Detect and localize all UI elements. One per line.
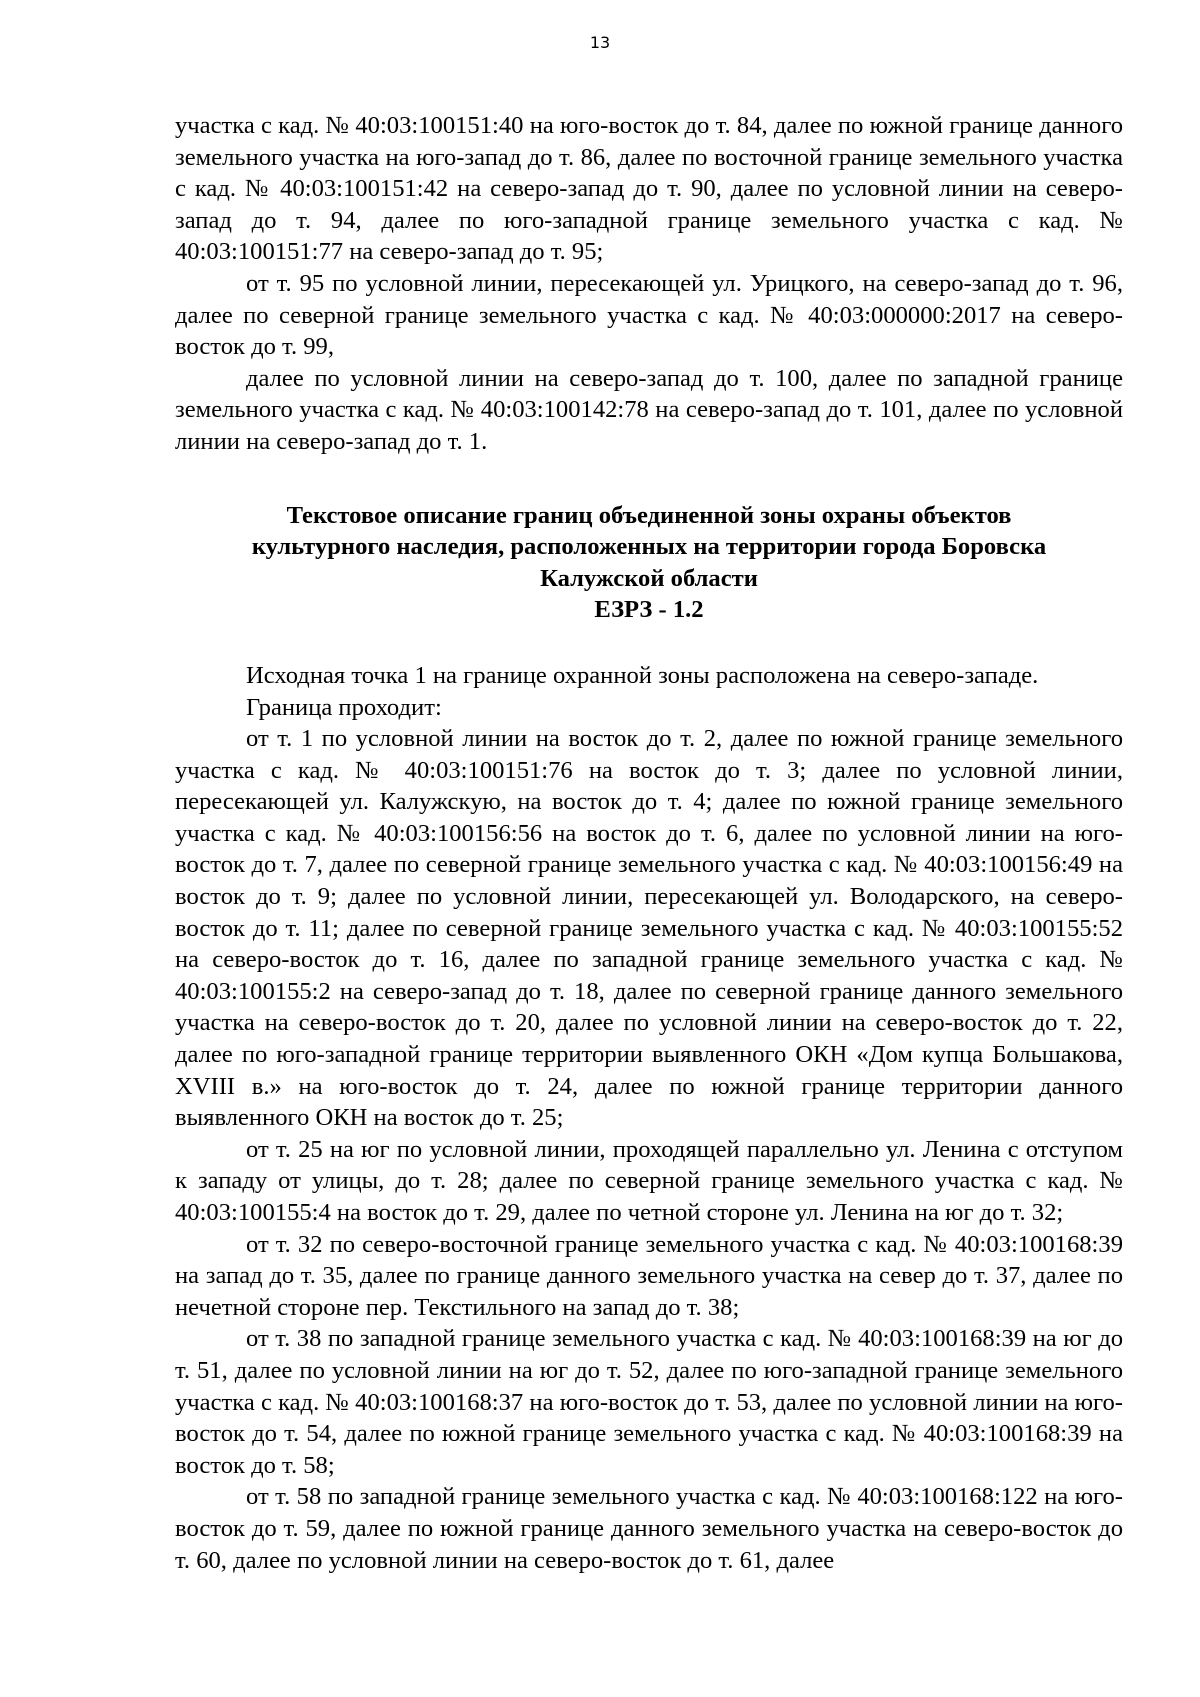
paragraph: от т. 58 по западной границе земельного участка с кад. № 40:03:100168:122 на юго-восток до т. 59, далее по южной границе данного земельного участка на северо-восток до т. 60, далее по условной линии на северо-восток до т. 61, далее [175, 1483, 1123, 1574]
paragraph: от т. 95 по условной линии, пересекающей ул. Урицкого, на северо-запад до т. 96, далее по северной границе земельного участка с кад. № 40:03:000000:2017 на северо-восток до т. 99, [175, 269, 1123, 361]
document-body [175, 110, 1123, 1576]
paragraph: от т. 25 на юг по условной линии, проходящей параллельно ул. Ленина с отступом к западу от улицы, до т. 28; далее по северной границе земельного участка с кад. № 40:03:100155:4 на восток до т. 29, далее по четной стороне ул. Ленина на юг до т. 32; [175, 1135, 1123, 1226]
zone-code: ЕЗРЗ - 1.2 [594, 596, 704, 624]
paragraph: от т. 32 по северо-восточной границе земельного участка с кад. № 40:03:100168:39 на запад до т. 35, далее по границе данного земельного участка на север до т. 37, далее по нечетной стороне пер. Текстильного на запад до т. 38; [175, 1230, 1123, 1321]
page-number: 13 [589, 33, 611, 52]
heading-line: культурного наследия, расположенных на территории города Боровска [251, 533, 1047, 561]
section-heading [175, 500, 1123, 626]
heading-line: Текстовое описание границ объединенной зоны охраны объектов [286, 501, 1012, 529]
paragraph: далее по условной линии на северо-запад до т. 100, далее по западной границе земельного участка с кад. № 40:03:100142:78 на северо-запад до т. 101, далее по условной линии на северо-запад до т. 1. [175, 364, 1123, 455]
paragraph: от т. 38 по западной границе земельного участка с кад. № 40:03:100168:39 на юг до т. 51, далее по условной линии на юг до т. 52, далее по юго-западной границе земельного участка с кад. № 40:03:100168:37 на юго-восток до т. 53, далее по условной линии на юго-восток до т. 54, далее по южной границе земельного участка с кад. № 40:03:100168:39 на восток до т. 58; [175, 1325, 1123, 1479]
paragraph: от т. 1 по условной линии на восток до т. 2, далее по южной границе земельного участка с кад. № 40:03:100151:76 на восток до т. 3; далее по условной линии, пересекающей ул. Калужскую, на восток до т. 4; далее по южной границе земельного участка с кад. № 40:03:100156:56 на восток до т. 6, далее по условной линии на юго-восток до т. 7, далее по северной границе земельного участка с кад. № 40:03:100156:49 на восток до т. 9; далее по условной линии, пересекающей ул. Володарского, на северо-восток до т. 11; далее по северной границе земельного участка с кад. № 40:03:100155:52 на северо-восток до т. 16, далее по западной границе земельного участка с кад. № 40:03:100155:2 на северо-запад до т. 18, далее по северной границе данного земельного участка на северо-восток до т. 20, далее по условной линии на северо-восток до т. 22, далее по юго-западной границе территории выявленного ОКН «Дом купца Большакова, XVIII в.» на юго-восток до т. 24, далее по южной границе территории данного выявленного ОКН на восток до т. 25; [175, 725, 1123, 1132]
paragraph-continuation: участка с кад. № 40:03:100151:40 на юго-восток до т. 84, далее по южной границе данного земельного участка на юго-запад до т. 86, далее по восточной границе земельного участка с кад. № 40:03:100151:42 на северо-запад до т. 90, далее по условной линии на северо-запад до т. 94, далее по юго-западной границе земельного участка с кад. № 40:03:100151:77 на северо-запад до т. 95; [175, 112, 1123, 266]
heading-line: Калужской области [540, 564, 758, 592]
paragraph: Граница проходит: [246, 693, 442, 721]
paragraph: Исходная точка 1 на границе охранной зоны расположена на северо-западе. [246, 661, 1039, 689]
